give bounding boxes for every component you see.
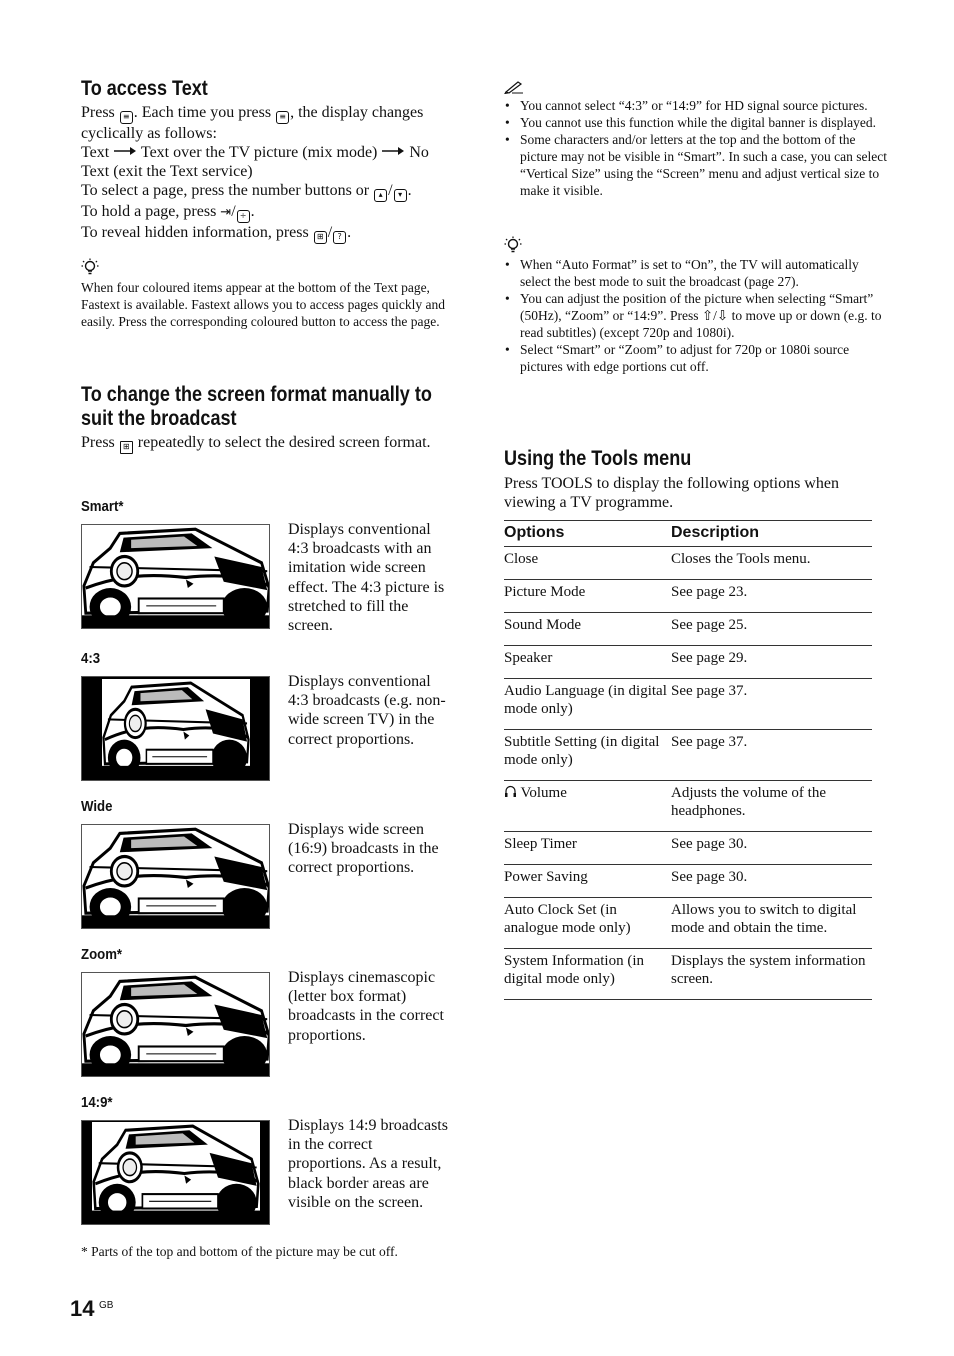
description-cell: See page 29.: [671, 646, 872, 679]
hold-page-text: To hold a page, press: [81, 203, 217, 220]
description-cell: See page 30.: [671, 865, 872, 898]
hold-button-icon: ÷: [237, 210, 250, 223]
each-time-text: . Each time you press: [133, 104, 272, 121]
wide-mode-icon: ⊞: [120, 441, 133, 454]
select-page-text: To select a page, press the number buttons or: [81, 182, 370, 199]
table-row: [504, 898, 872, 949]
access-text-body: Press ≡ . Each time you press ≡ , the display changes cyclically as follows: Text Text over the TV picture (mix mode) No Text (exit the Text service) To select a page, press the number buttons or ▴ / ▾ . To hold a page, press ⇥/ ÷ . To reveal hidden information, press ⊞ / ? .: [81, 103, 456, 244]
hold-icon: ⇥: [220, 205, 232, 220]
screen-format-intro: [81, 433, 441, 454]
description-cell: Closes the Tools menu.: [671, 547, 872, 580]
table-row: [504, 865, 872, 898]
mode-label-43: [81, 650, 100, 667]
description-cell: See page 37.: [671, 730, 872, 781]
cycle-step-mix: Text over the TV picture (mix mode): [140, 144, 378, 161]
section-title-tools: Using the Tools menu: [504, 447, 692, 470]
description-cell: See page 23.: [671, 580, 872, 613]
note-item: • Some characters and/or letters at the top and the bottom of the picture may not be visible in “Smart”. In such a case, you can select “Vertical Size” using the “Screen” menu and adjust vertical size to make it visible.: [520, 131, 888, 199]
option-cell: Sleep Timer: [504, 832, 671, 865]
option-cell: Subtitle Setting (in digital mode only): [504, 730, 671, 781]
intro-text: repeatedly to select the desired screen format.: [137, 434, 431, 451]
footnote-star: *: [107, 1094, 113, 1111]
description-cell: See page 30.: [671, 832, 872, 865]
footnote: * Parts of the top and bottom of the picture may be cut off.: [81, 1244, 398, 1259]
arrow-right-icon: [381, 146, 405, 156]
reveal-icon: ⊞: [314, 231, 327, 244]
cycle-step-notext: No Text (exit the Text service): [81, 144, 429, 180]
mode-label-smart: [81, 498, 124, 515]
option-cell: Picture Mode: [504, 580, 671, 613]
table-row: [504, 730, 872, 781]
mode-desc-wide: Displays wide screen (16:9) broadcasts in the correct proportions.: [288, 821, 439, 877]
mode-desc-smart: Displays conventional 4:3 broadcasts with an imitation wide screen effect. The 4:3 picture is stretched to fill the screen.: [288, 521, 445, 635]
tools-intro: Press TOOLS to display the following options when viewing a TV programme.: [504, 475, 839, 511]
option-cell: Power Saving: [504, 865, 671, 898]
note-item: • You cannot use this function while the digital banner is displayed.: [520, 114, 888, 131]
option-cell: Speaker: [504, 646, 671, 679]
mode-label-zoom: [81, 946, 122, 963]
tip-lightbulb-icon: [504, 236, 522, 254]
press-text: Press: [81, 434, 115, 451]
tools-options-table: [504, 520, 872, 1000]
option-cell: Close: [504, 547, 671, 580]
table-row: [504, 679, 872, 730]
table-row: [504, 646, 872, 679]
mode-desc-149: Displays 14:9 broadcasts in the correct proportions. As a result, black border areas are visible on the screen.: [288, 1117, 448, 1211]
footnote-star: *: [118, 498, 124, 515]
notes-list: [505, 97, 888, 199]
option-cell: Auto Clock Set (in analogue mode only): [504, 898, 671, 949]
mode-label-text: Smart: [81, 498, 119, 515]
tip-lightbulb-icon: [81, 258, 99, 276]
arrow-right-icon: [113, 146, 137, 156]
text-button-icon: ≡: [276, 111, 289, 124]
tip-item: • Select “Smart” or “Zoom” to adjust for 720p or 1080i source pictures with edge portions cut off.: [520, 341, 888, 375]
section-title-screen-format: [81, 383, 432, 431]
tip-item: • When “Auto Format” is set to “On”, the TV will automatically select the best mode to suit the broadcast (page 27).: [520, 256, 888, 290]
page-number: 14: [70, 1296, 95, 1321]
option-cell: System Information (in digital mode only): [504, 949, 671, 1000]
tips-list: [505, 256, 888, 375]
mode-label-text: Zoom: [81, 946, 117, 963]
mode-desc-43: Displays conventional 4:3 broadcasts (e.g. non-wide screen TV) in the correct proportions.: [288, 673, 446, 748]
cycle-step-text: Text: [81, 144, 110, 161]
page-up-icon: ▴: [374, 189, 387, 202]
title-line: suit the broadcast: [81, 407, 237, 430]
description-cell: See page 37.: [671, 679, 872, 730]
mode-desc-zoom: Displays cinemascopic (letter box format) broadcasts in the correct proportions.: [288, 969, 444, 1044]
col-description-header: Description: [671, 521, 872, 547]
description-cell: Displays the system information screen.: [671, 949, 872, 1000]
fastext-tip: When four coloured items appear at the bottom of the Text page, Fastext is available. Fastext allows you to access pages quickly and easily. Press the corresponding coloured button to access the page.: [81, 280, 446, 329]
description-cell: See page 25.: [671, 613, 872, 646]
table-row: [504, 949, 872, 1000]
table-row: [504, 781, 872, 832]
title-line: To change the screen format manually to: [81, 383, 432, 406]
option-cell: [504, 781, 671, 832]
note-pencil-icon: [504, 80, 524, 94]
option-cell: Audio Language (in digital mode only): [504, 679, 671, 730]
table-header-row: [504, 521, 872, 547]
option-cell: Sound Mode: [504, 613, 671, 646]
col-options-header: Options: [504, 521, 671, 547]
mode-label-text: 4:3: [81, 650, 101, 667]
table-row: [504, 547, 872, 580]
table-row: [504, 580, 872, 613]
page-down-icon: ▾: [394, 189, 407, 202]
text-button-icon: ≡: [120, 111, 133, 124]
mode-label-text: Wide: [81, 798, 113, 815]
car-image-zoom: [81, 972, 270, 1077]
car-image-wide: [81, 824, 270, 929]
mode-label-149: [81, 1094, 113, 1111]
description-cell: Allows you to switch to digital mode and obtain the time.: [671, 898, 872, 949]
reveal-text: To reveal hidden information, press: [81, 224, 309, 241]
option-label: Volume: [520, 785, 567, 801]
note-item: • You cannot select “4:3” or “14:9” for HD signal source pictures.: [520, 97, 888, 114]
tip-item: • You can adjust the position of the picture when selecting “Smart” (50Hz), “Zoom” or “14:9”. Press ⇧/⇩ to move up or down (e.g. to read subtitles) (except 720p and 1080i).: [520, 290, 888, 341]
table-row: [504, 832, 872, 865]
footnote-star: *: [116, 946, 123, 963]
press-text: Press: [81, 104, 115, 121]
description-cell: Adjusts the volume of the headphones.: [671, 781, 872, 832]
cycle-intro-text: , the display changes cyclically as follows:: [81, 104, 424, 142]
headphones-icon: [504, 785, 517, 798]
car-image-43: [81, 676, 270, 781]
car-image-149: [81, 1120, 270, 1225]
question-icon: ?: [333, 231, 346, 244]
section-title-access-text: To access Text: [81, 77, 208, 100]
mode-label-text: 14:9: [81, 1094, 108, 1111]
car-image-smart: [81, 524, 270, 629]
table-row: [504, 613, 872, 646]
mode-label-wide: [81, 798, 112, 815]
page-lang: GB: [99, 1300, 114, 1311]
